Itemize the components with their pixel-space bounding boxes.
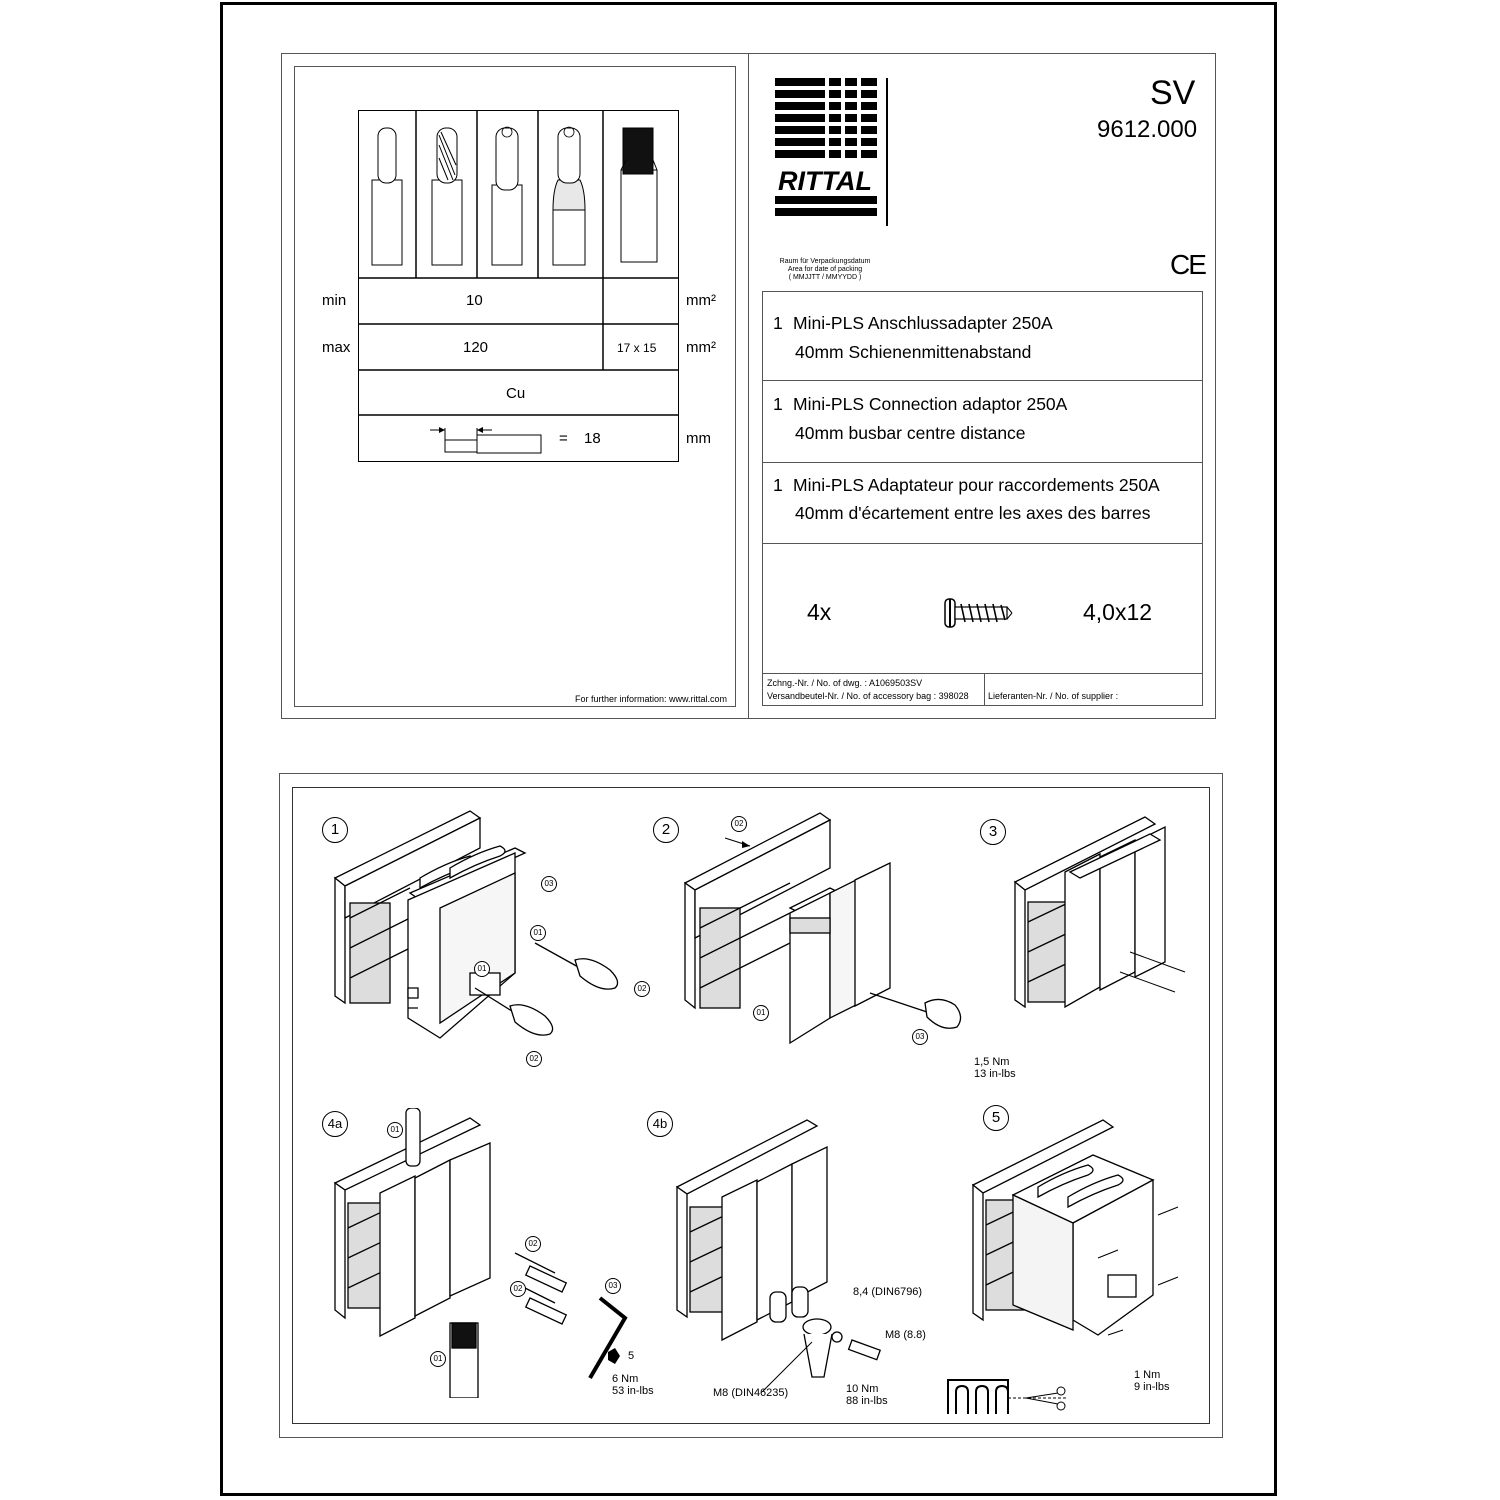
step-2-callout-01: 01 (753, 1005, 769, 1021)
step-4a-callout-02b: 02 (510, 1281, 526, 1297)
desc-de-line2: 40mm Schienenmittenabstand (795, 342, 1032, 362)
step-5-torque (1134, 1369, 1169, 1393)
step-5-torque-nm: 1 Nm (1134, 1369, 1161, 1381)
strip-length-value: 18 (584, 430, 601, 447)
step-2-callout-02: 02 (731, 816, 747, 832)
cable-table-grid (358, 110, 679, 462)
rittal-logo (775, 78, 890, 226)
drawing-number: Zchng.-Nr. / No. of dwg. : A1069503SV (767, 678, 923, 688)
screw-count: 4x (807, 599, 832, 625)
min-cross-section: 10 (466, 292, 483, 309)
step-2-torque (974, 1056, 1016, 1080)
step-1-callout-01b: 01 (474, 961, 490, 977)
desc-en-line2: 40mm busbar centre distance (795, 423, 1026, 443)
ce-mark: CE (1170, 249, 1205, 280)
solid-conductor-icon (372, 128, 402, 265)
step-4b-illustration (672, 1112, 932, 1392)
step-2-callout-03: 03 (912, 1029, 928, 1045)
step-4b-torque-nm: 10 Nm (846, 1383, 879, 1395)
product-number: 9612.000 (1097, 116, 1198, 143)
step-2-number: 2 (653, 817, 679, 843)
step-1-number: 1 (322, 817, 348, 843)
step-2-torque-inlbs: 13 in-lbs (974, 1068, 1016, 1080)
conductor-material: Cu (506, 385, 526, 402)
step-4a-torque-inlbs: 53 in-lbs (612, 1385, 654, 1397)
product-code: SV (1150, 74, 1196, 112)
desc-de-qty: 1 (773, 313, 783, 333)
svg-text:RITTAL: RITTAL (778, 166, 872, 196)
step-5-number: 5 (983, 1105, 1009, 1131)
desc-fr-line2: 40mm d'écartement entre les axes des barres (795, 503, 1151, 523)
screw-size: 4,0x12 (1083, 599, 1153, 625)
packing-date-line3: ( MMJJTT / MMYYDD ) (788, 274, 862, 281)
step-3-number: 3 (980, 819, 1006, 845)
step-4b-bolt-label: M8 (8.8) (885, 1329, 926, 1341)
desc-fr-qty: 1 (773, 475, 783, 495)
step-4a-number: 4a (322, 1111, 348, 1137)
step-5-illustration (968, 1115, 1198, 1355)
strip-length-icon (430, 427, 541, 453)
cover-cutout-icon (946, 1376, 1071, 1418)
step-4a-torque (612, 1373, 654, 1397)
step-4a-callout-01a: 01 (387, 1122, 403, 1138)
step-1-callout-01a: 01 (530, 925, 546, 941)
cable-spec-table (358, 110, 679, 462)
unit-mm2-max: mm² (686, 339, 716, 356)
step-4b-torque (846, 1383, 888, 1407)
insulated-ferrule-icon (553, 127, 585, 265)
step-4a-callout-02a: 02 (525, 1236, 541, 1252)
step-4b-number: 4b (647, 1111, 673, 1137)
step-4a-nut-size: 5 (628, 1350, 635, 1362)
stranded-conductor-icon (432, 128, 462, 265)
step-5-torque-inlbs: 9 in-lbs (1134, 1381, 1170, 1393)
step-4a-illustration (330, 1108, 650, 1398)
accessory-bag-number: Versandbeutel-Nr. / No. of accessory bag : 398028 (767, 691, 969, 701)
step-2-illustration (680, 808, 980, 1068)
step-4a-callout-01b: 01 (430, 1351, 446, 1367)
packing-date-line1: Raum für Verpackungsdatum (779, 258, 871, 265)
min-label: min (322, 292, 347, 309)
desc-de-line1: Mini-PLS Anschlussadapter 250A (793, 313, 1053, 333)
desc-en-qty: 1 (773, 394, 783, 414)
ferrule-conductor-icon (492, 127, 522, 265)
unit-mm2-min: mm² (686, 292, 716, 309)
unit-mm: mm (686, 430, 711, 447)
packing-date-area (770, 258, 880, 282)
step-4a-torque-nm: 6 Nm (612, 1373, 639, 1385)
step-1-callout-03: 03 (541, 876, 557, 892)
step-3-illustration (1010, 812, 1200, 1017)
supplier-number: Lieferanten-Nr. / No. of supplier : (988, 691, 1119, 701)
further-info: For further information: www.rittal.com (575, 694, 728, 704)
label-divider (748, 53, 749, 719)
max-label: max (322, 339, 351, 356)
desc-fr-line1: Mini-PLS Adaptateur pour raccordements 250A (793, 475, 1160, 495)
step-2-torque-nm: 1,5 Nm (974, 1056, 1010, 1068)
step-1-illustration (330, 808, 660, 1068)
flat-conductor-icon (621, 128, 657, 262)
step-4b-torque-inlbs: 88 in-lbs (846, 1395, 888, 1407)
desc-en-line1: Mini-PLS Connection adaptor 250A (793, 394, 1068, 414)
max-cross-section: 120 (463, 339, 489, 356)
step-4a-callout-03: 03 (605, 1278, 621, 1294)
step-4b-washer-label: 8,4 (DIN6796) (853, 1286, 923, 1298)
step-1-callout-02a: 02 (634, 981, 650, 997)
strip-equals: = (559, 430, 568, 447)
step-1-callout-02b: 02 (526, 1051, 542, 1067)
step-4b-lug-label: M8 (DIN46235) (713, 1387, 789, 1399)
description-box (762, 291, 1203, 706)
packing-date-line2: Area for date of packing (787, 266, 863, 273)
screw-icon (941, 596, 1013, 630)
max-flat-size: 17 x 15 (617, 341, 657, 355)
